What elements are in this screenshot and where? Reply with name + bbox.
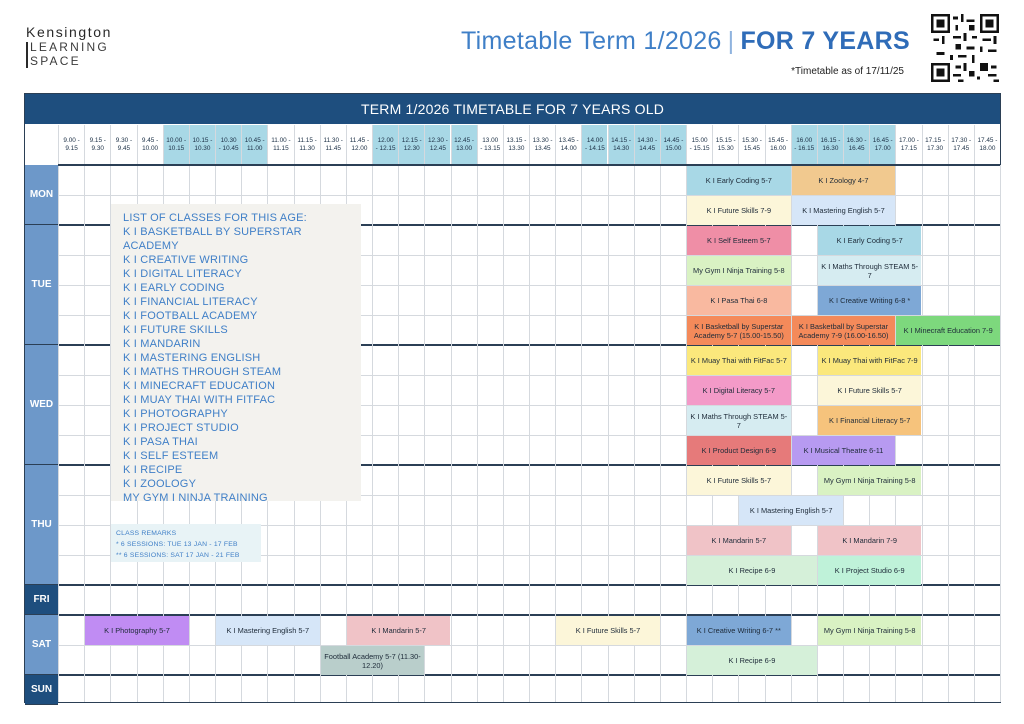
time-slot-header: 10.00 - 10.15	[163, 125, 189, 165]
class-list-item: K I ZOOLOGY	[123, 478, 197, 490]
logo-line-2: LEARNING	[30, 40, 109, 54]
qr-code-icon[interactable]	[931, 14, 999, 82]
time-slot-header: 13.00 - 13.15	[477, 125, 503, 165]
class-session[interactable]: K I Mastering English 5-7	[792, 196, 896, 225]
day-label-sun: SUN	[25, 675, 58, 705]
time-slot-header: 16.00 - 16.15	[791, 125, 817, 165]
time-slot-header: 11.00 - 11.15	[267, 125, 293, 165]
column-divider	[1000, 165, 1001, 702]
time-slot-header: 10.15 - 10.30	[189, 125, 215, 165]
class-list-item: K I SELF ESTEEM	[123, 450, 219, 462]
time-slot-header: 16.15 - 16.30	[817, 125, 843, 165]
timetable-banner: TERM 1/2026 TIMETABLE FOR 7 YEARS OLD	[25, 94, 1000, 124]
time-slot-header: 15.45 - 16.00	[765, 125, 791, 165]
time-slot-header: 14.00 - 14.15	[581, 125, 607, 165]
remarks-line-2: ** 6 SESSIONS: SAT 17 JAN - 21 FEB	[116, 552, 240, 559]
time-slot-header: 12.00 - 12.15	[372, 125, 398, 165]
class-session[interactable]: K I Financial Literacy 5-7	[818, 406, 922, 435]
remarks-title: CLASS REMARKS	[116, 530, 177, 537]
class-session[interactable]: K I Basketball by Superstar Academy 7-9 (16.00-16.50)	[792, 316, 896, 345]
column-divider	[660, 165, 661, 702]
time-slot-header: 13.30 - 13.45	[529, 125, 555, 165]
class-session[interactable]: K I Zoology 4-7	[792, 166, 896, 195]
time-slot-header: 13.15 - 13.30	[503, 125, 529, 165]
class-session[interactable]: K I Early Coding 5-7	[818, 226, 922, 255]
class-session[interactable]: K I Musical Theatre 6-11	[792, 436, 896, 465]
class-list-item: K I PASA THAI	[123, 436, 198, 448]
time-slot-header: 16.30 - 16.45	[843, 125, 869, 165]
class-session[interactable]: K I Muay Thai with FitFac 5-7	[687, 346, 791, 375]
time-slot-header: 9.45 - 10.00	[137, 125, 163, 165]
time-slot-header: 12.45 - 13.00	[451, 125, 477, 165]
class-list-item: K I DIGITAL LITERACY	[123, 268, 242, 280]
time-slot-header: 14.15 - 14.30	[608, 125, 634, 165]
class-session[interactable]: K I Project Studio 6-9	[818, 556, 922, 585]
class-list-item: K I CREATIVE WRITING	[123, 254, 249, 266]
day-label-mon: MON	[25, 165, 58, 225]
class-session[interactable]: K I Mandarin 5-7	[687, 526, 791, 555]
column-divider	[791, 165, 792, 702]
logo-line-3: SPACE	[30, 54, 81, 68]
class-session[interactable]: K I Pasa Thai 6-8	[687, 286, 791, 315]
class-remarks	[111, 524, 261, 562]
class-list-item: K I MINECRAFT EDUCATION	[123, 380, 276, 392]
class-list-items	[123, 225, 349, 505]
column-divider	[948, 165, 949, 702]
column-divider	[974, 165, 975, 702]
class-list-item: K I FINANCIAL LITERACY	[123, 296, 258, 308]
class-session[interactable]: K I Muay Thai with FitFac 7-9	[818, 346, 922, 375]
class-session[interactable]: K I Mandarin 7-9	[818, 526, 922, 555]
time-slot-header: 12.15 - 12.30	[398, 125, 424, 165]
class-list-item: K I MASTERING ENGLISH	[123, 352, 261, 364]
column-divider	[529, 165, 530, 702]
time-slot-header: 17.00 - 17.15	[895, 125, 921, 165]
time-slot-header: 15.00 - 15.15	[686, 125, 712, 165]
column-divider	[58, 165, 59, 702]
class-session[interactable]: My Gym I Ninja Training 5-8	[687, 256, 791, 285]
time-slot-header: 14.30 - 14.45	[634, 125, 660, 165]
class-session[interactable]: K I Maths Through STEAM 5-7	[687, 406, 791, 435]
day-label-fri: FRI	[25, 585, 58, 615]
class-session[interactable]: K I Basketball by Superstar Academy 5-7 (15.00-15.50)	[687, 316, 791, 345]
time-slot-header: 11.30 - 11.45	[320, 125, 346, 165]
time-slot-header: 9.30 - 9.45	[110, 125, 136, 165]
time-slot-header: 15.15 - 15.30	[712, 125, 738, 165]
class-session[interactable]: K I Early Coding 5-7	[687, 166, 791, 195]
class-session[interactable]: K I Recipe 6-9	[687, 556, 817, 585]
time-slot-header: 17.15 - 17.30	[922, 125, 948, 165]
column-divider	[503, 165, 504, 702]
class-list-item: K I MANDARIN	[123, 338, 201, 350]
logo-bar	[26, 42, 28, 68]
class-session[interactable]: K I Maths Through STEAM 5-7	[818, 256, 922, 285]
column-divider	[477, 165, 478, 702]
class-session[interactable]: K I Minecraft Education 7-9	[896, 316, 1000, 345]
class-list-item: K I PROJECT STUDIO	[123, 422, 239, 434]
class-session[interactable]: K I Future Skills 5-7	[556, 616, 660, 645]
class-list-item: K I FUTURE SKILLS	[123, 324, 228, 336]
class-session[interactable]: K I Product Design 6-9	[687, 436, 791, 465]
title-separator: |	[727, 27, 735, 55]
class-session[interactable]: K I Creative Writing 6-7 **	[687, 616, 791, 645]
class-session[interactable]: K I Future Skills 5-7	[818, 376, 922, 405]
class-list-item: K I FOOTBALL ACADEMY	[123, 310, 258, 322]
timetable-as-of: *Timetable as of 17/11/25	[791, 66, 904, 77]
class-list-item: K I MATHS THROUGH STEAM	[123, 366, 282, 378]
time-slot-header: 14.45 - 15.00	[660, 125, 686, 165]
kensington-logo	[26, 24, 166, 68]
column-divider	[922, 165, 923, 702]
class-session[interactable]: K I Recipe 6-9	[687, 646, 817, 675]
class-list-item: K I RECIPE	[123, 464, 183, 476]
class-session[interactable]: K I Digital Literacy 5-7	[687, 376, 791, 405]
class-session[interactable]: K I Creative Writing 6-8 *	[818, 286, 922, 315]
time-slot-header: 13.45 - 14.00	[555, 125, 581, 165]
day-label-wed: WED	[25, 345, 58, 465]
timetable	[24, 93, 1001, 703]
class-session[interactable]: K I Mastering English 5-7	[216, 616, 320, 645]
time-slot-header: 16.45 - 17.00	[869, 125, 895, 165]
day-label-thu: THU	[25, 465, 58, 585]
page-title	[461, 27, 910, 56]
time-slot-header: 10.45 - 11.00	[241, 125, 267, 165]
day-label-sat: SAT	[25, 615, 58, 675]
class-list-panel	[111, 204, 361, 504]
logo-line-1: Kensington	[26, 24, 113, 40]
time-slot-header: 11.45 - 12.00	[346, 125, 372, 165]
class-list-item: K I EARLY CODING	[123, 282, 225, 294]
class-session[interactable]: My Gym I Ninja Training 5-8	[818, 466, 922, 495]
time-slot-header: 12.30 - 12.45	[424, 125, 450, 165]
time-slot-header: 15.30 - 15.45	[738, 125, 764, 165]
class-list-heading: LIST OF CLASSES FOR THIS AGE:	[123, 212, 307, 224]
day-label-tue: TUE	[25, 225, 58, 345]
class-session[interactable]: K I Self Esteem 5-7	[687, 226, 791, 255]
class-list-item: K I PHOTOGRAPHY	[123, 408, 228, 420]
time-slot-header: 10.30 - 10.45	[215, 125, 241, 165]
title-main: Timetable Term 1/2026	[461, 27, 722, 55]
class-session[interactable]: Football Academy 5-7 (11.30-12.20)	[321, 646, 425, 675]
time-slot-header: 9.15 - 9.30	[84, 125, 110, 165]
time-slot-header: 11.15 - 11.30	[294, 125, 320, 165]
class-list-item: K I MUAY THAI WITH FITFAC	[123, 394, 276, 406]
class-session[interactable]: K I Future Skills 7-9	[687, 196, 791, 225]
column-divider	[451, 165, 452, 702]
class-list-item: K I BASKETBALL BY SUPERSTAR ACADEMY	[123, 226, 302, 252]
remarks-line-1: * 6 SESSIONS: TUE 13 JAN - 17 FEB	[116, 541, 238, 548]
class-list-item: MY GYM I NINJA TRAINING	[123, 492, 268, 504]
class-session[interactable]: K I Mastering English 5-7	[739, 496, 843, 525]
class-session[interactable]: K I Mandarin 5-7	[347, 616, 451, 645]
time-slot-header: 17.45 - 18.00	[974, 125, 1000, 165]
class-session[interactable]: My Gym I Ninja Training 5-8	[818, 616, 922, 645]
time-slot-header: 9.00 - 9.15	[58, 125, 84, 165]
title-age: FOR 7 YEARS	[740, 27, 910, 55]
time-slot-header: 17.30 - 17.45	[948, 125, 974, 165]
class-session[interactable]: K I Future Skills 5-7	[687, 466, 791, 495]
class-session[interactable]: K I Photography 5-7	[85, 616, 189, 645]
